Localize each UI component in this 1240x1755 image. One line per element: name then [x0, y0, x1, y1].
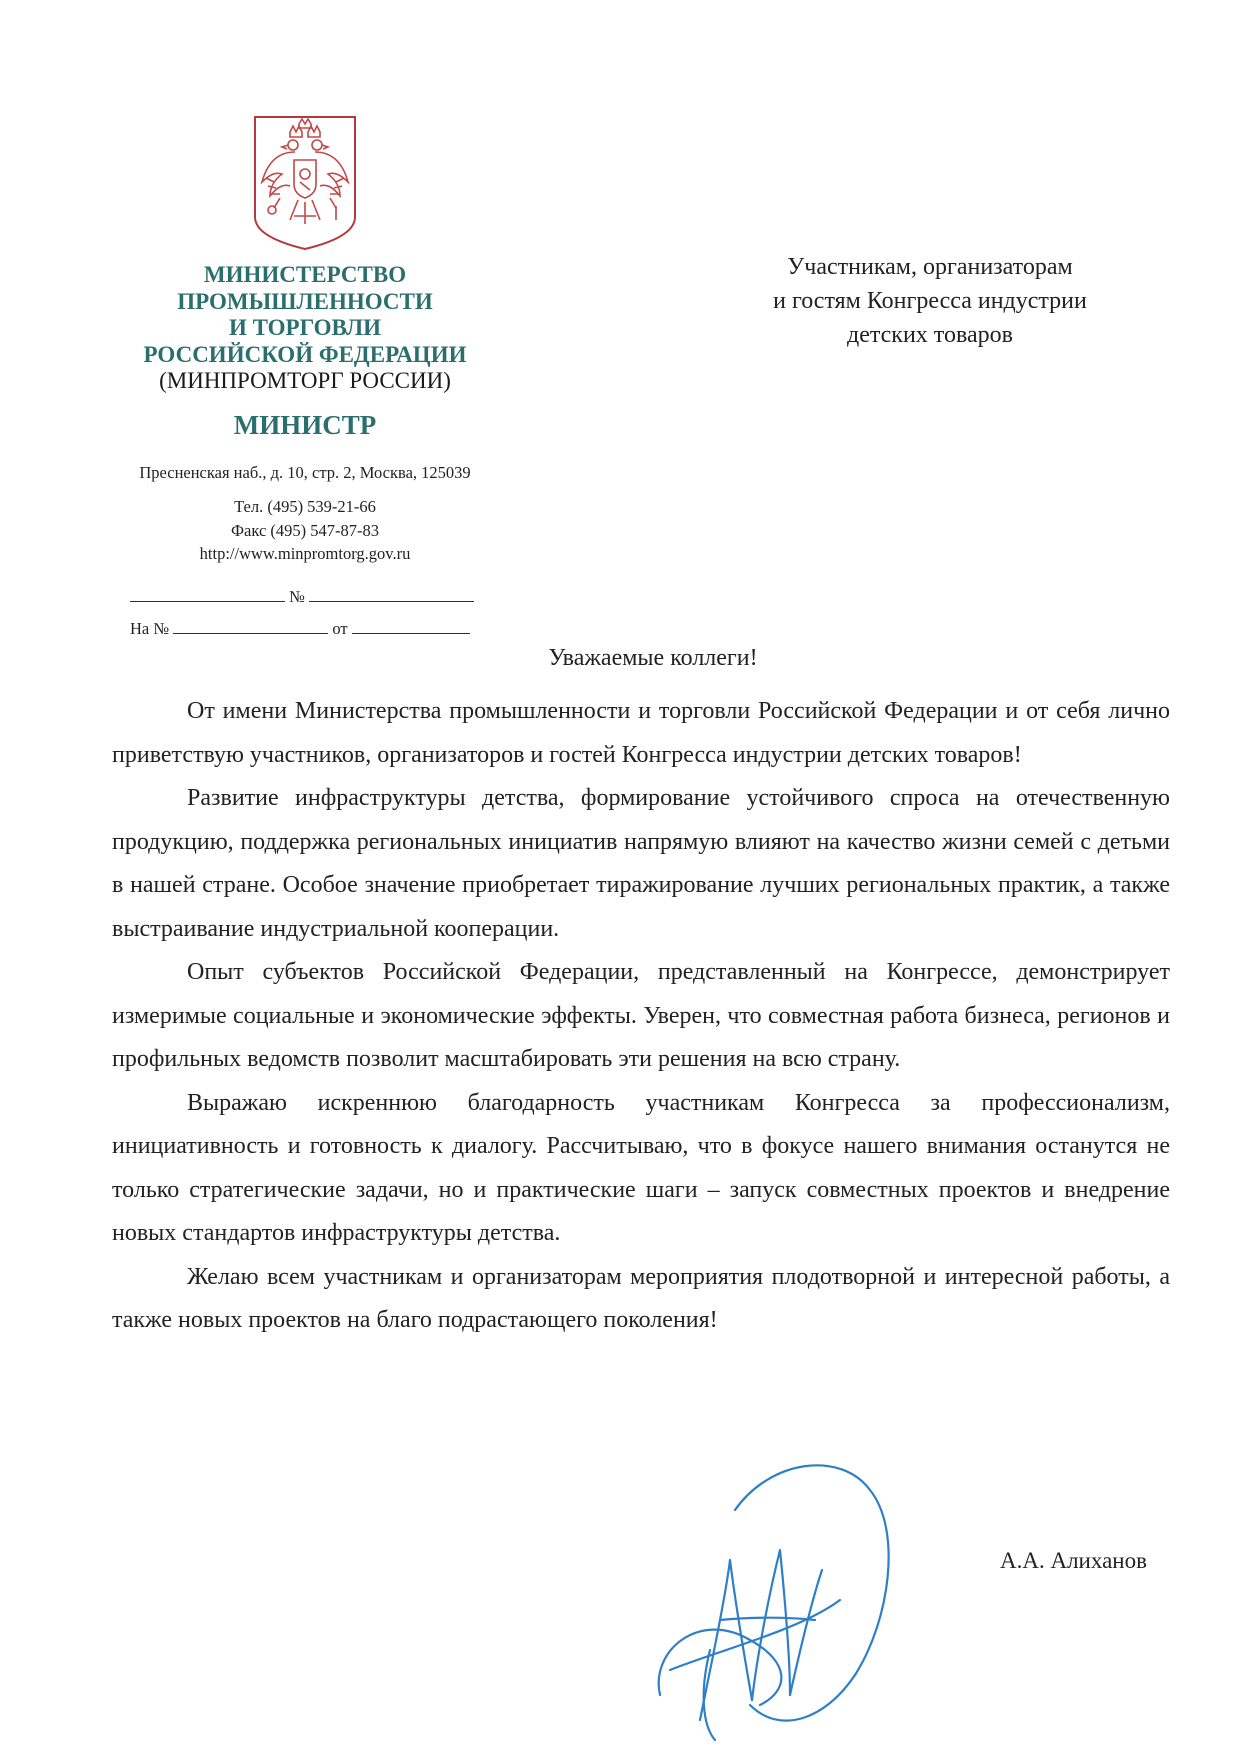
- ministry-name-line: И ТОРГОВЛИ: [228, 315, 382, 340]
- ministry-short-name: (МИНПРОМТОРГ РОССИИ): [159, 368, 451, 393]
- addressee-line: и гостям Конгресса индустрии: [773, 288, 1087, 314]
- reply-from-label: от: [332, 619, 348, 638]
- body-paragraph: Желаю всем участникам и организаторам мероприятия плодотворной и интересной работы, а также новых проектов на благо подрастающего поколения!: [112, 1263, 1170, 1333]
- number-sign: №: [289, 587, 305, 606]
- ministry-name-line: ПРОМЫШЛЕННОСТИ: [177, 288, 433, 314]
- ministry-name-line: МИНИСТЕРСТВО: [203, 262, 407, 287]
- position-title: МИНИСТР: [233, 410, 377, 440]
- reply-reference-line: [130, 619, 470, 639]
- coat-of-arms-icon: [250, 112, 360, 252]
- ministry-name: [80, 262, 530, 395]
- letter-body: [112, 690, 1170, 1343]
- date-blank: [130, 587, 285, 602]
- outgoing-number-line: [130, 587, 474, 607]
- number-blank: [309, 587, 474, 602]
- greeting: Уважаемые коллеги!: [548, 645, 758, 671]
- ministry-contacts: [80, 495, 530, 566]
- website-link[interactable]: http://www.minpromtorg.gov.ru: [199, 544, 411, 563]
- ministry-name-line: РОССИЙСКОЙ ФЕДЕРАЦИИ: [143, 341, 467, 367]
- body-paragraph: Выражаю искреннюю благодарность участникам Конгресса за профессионализм, инициативность и готовность к диалогу. Рассчитываю, что в фокусе нашего внимания останутся не только стратегические задачи, но и практические шаги – запуск совместных проектов и внедрение новых стандартов инфраструктуры детства.: [112, 1089, 1170, 1246]
- fax-number: Факс (495) 547-87-83: [230, 520, 380, 540]
- addressee: [700, 250, 1160, 352]
- handwritten-signature: [640, 1450, 910, 1750]
- body-paragraph: Опыт субъектов Российской Федерации, представленный на Конгрессе, демонстрирует измеримые социальные и экономические эффекты. Уверен, что совместная работа бизнеса, регионов и профильных ведомств позволит масштабировать эти решения на всю страну.: [112, 959, 1170, 1072]
- signatory-name: А.А. Алиханов: [1000, 1548, 1147, 1573]
- ministry-address: Пресненская наб., д. 10, стр. 2, Москва, 125039: [139, 463, 471, 482]
- body-paragraph: От имени Министерства промышленности и торговли Российской Федерации и от себя лично приветствую участников, организаторов и гостей Конгресса индустрии детских товаров!: [112, 698, 1170, 768]
- addressee-line: детских товаров: [847, 322, 1013, 348]
- reply-prefix: На №: [130, 619, 170, 638]
- body-paragraph: Развитие инфраструктуры детства, формирование устойчивого спроса на отечественную продукцию, поддержка региональных инициатив напрямую влияют на качество жизни семей с детьми в нашей стране. Особое значение приобретает тиражирование лучших региональных практик, а также выстраивание индустриальной кооперации.: [112, 785, 1170, 942]
- reply-date-blank: [352, 619, 470, 634]
- reply-number-blank: [173, 619, 328, 634]
- phone-number: Тел. (495) 539-21-66: [234, 497, 376, 516]
- addressee-line: Участникам, организаторам: [787, 254, 1073, 280]
